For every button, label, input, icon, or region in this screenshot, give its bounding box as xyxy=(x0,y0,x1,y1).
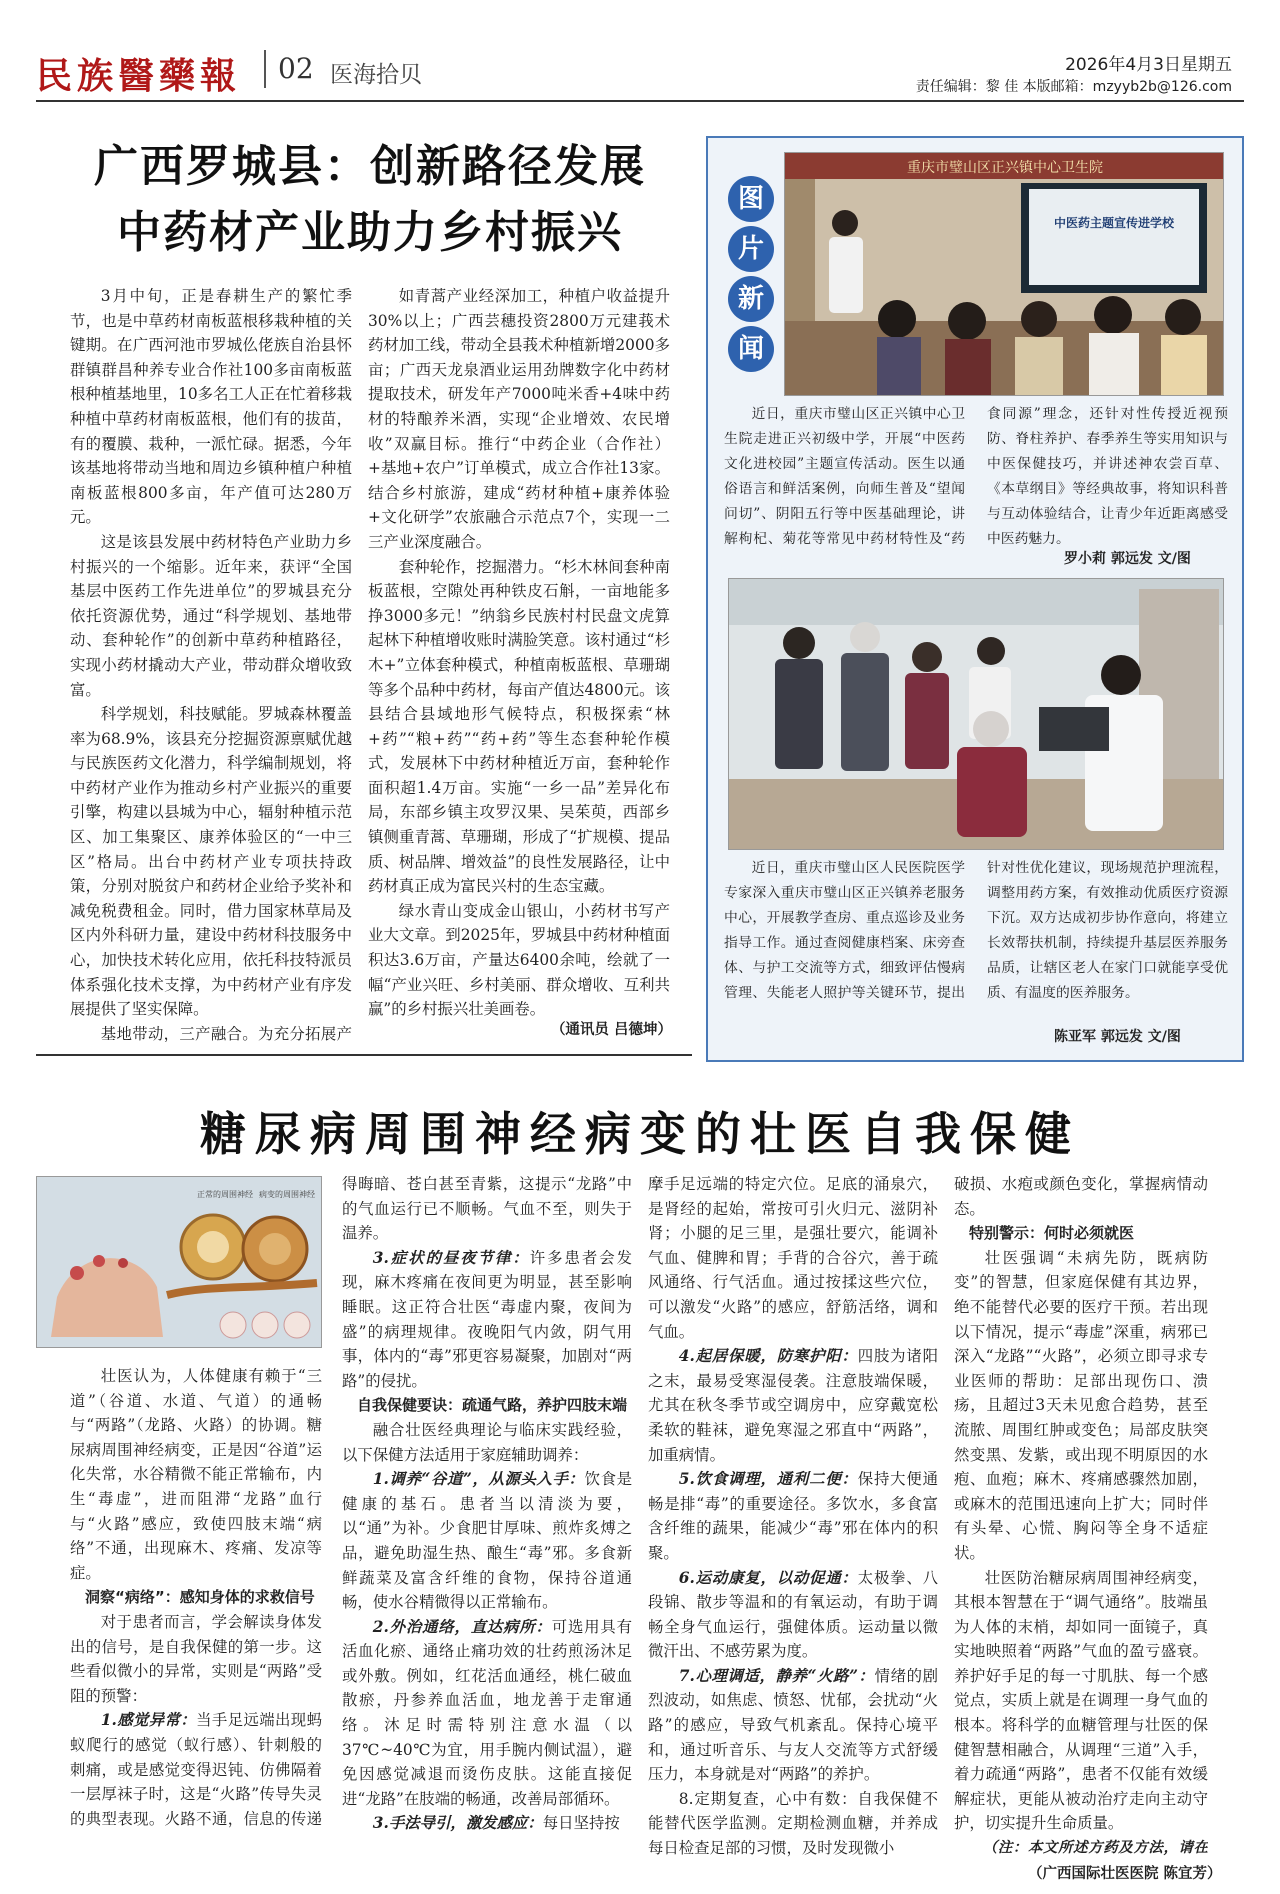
item-keyword: 3.症状的昼夜节律： xyxy=(372,1248,530,1267)
paragraph: 壮医强调“未病先防，既病防变”的智慧，但家庭保健有其边界，绝不能替代必要的医疗干预。若出现以下情况，提示“毒虚”深重，病邪已深入“龙路”“火路”，必须立即寻求专业医师的帮助：足部出现伤口、溃疡，且超过3天未见愈合趋势，甚至流脓、周围红肿或变色；局部皮肤突然变黑、发紫，或出现不明原因的水疱、血疱；麻木、疼痛感骤然加剧，或麻木的范围迅速向上扩大；同时伴有头晕、心慌、胸闷等全身不适症状。 xyxy=(954,1248,1208,1562)
item-text: 许多患者会发现，麻木疼痛在夜间更为明显，甚至影响睡眠。这正符合壮医“毒虚内聚，夜间为盛”的病理规律。夜晚阳气内敛，阴气用事，体内的“毒”邪更容易凝聚，加剧对“两路”的侵扰。 xyxy=(342,1248,632,1390)
picture-news-badge: 片 xyxy=(728,226,774,272)
subheading: 特别警示：何时必须就医 xyxy=(969,1224,1135,1243)
page-number: 02 xyxy=(278,52,314,85)
item-keyword: 1.调养“谷道”，从源头入手： xyxy=(372,1470,585,1489)
item-text: 每日坚持按 xyxy=(542,1814,620,1833)
neuropathy-illustration-art xyxy=(37,1177,322,1348)
item-text: 保持大便通畅是排“毒”的重要途径。多饮水，多食富含纤维的蔬果，能减少“毒”邪在体内的积聚。 xyxy=(648,1470,938,1562)
item-keyword: 7.心理调适，静养“火路”： xyxy=(678,1666,875,1685)
photo2-caption xyxy=(724,856,1228,1046)
paragraph: 融合壮医经典理论与临床实践经验，以下保健方法适用于家庭辅助调养： xyxy=(342,1420,632,1464)
photo-banner-text: 重庆市璧山区正兴镇中心卫生院 xyxy=(907,160,1103,176)
paragraph: 科学规划，科技赋能。罗城森林覆盖率为68.9%，该县充分挖掘资源禀赋优越与民族医药文化潜力，科学编制规划，将中药材产业作为推动乡村产业振兴的重要引擎，构建以县城为中心，辐射种植示范区、加工集聚区、康养体验区的“一中三区”格局。出台中药材产业专项扶持政策，分别对脱贫户和药材企业给予奖补和减免税费租金。同时，借力国家林草局及区内外科研力量，建设中药材科技服务中心，加快技术转化应用，依托科技特派员体系强化技术支撑，为中药材产业有序发展提供了坚实保障。 xyxy=(70,705,352,1019)
article1-title-line2: 中药材产业助力乡村振兴 xyxy=(117,207,623,258)
picture-news-badge: 闻 xyxy=(728,326,774,372)
item-keyword: 1.感觉异常： xyxy=(100,1711,197,1730)
article2-column1 xyxy=(70,1364,322,1834)
numbered-paragraph xyxy=(342,1467,632,1615)
article2-column4 xyxy=(954,1172,1208,1862)
paragraph: 绿水青山变成金山银山，小药材书写产业大文章。到2025年，罗城县中药材种植面积达3.6万亩，产量达6400余吨，绘就了一幅“产业兴旺、乡村美丽、群众增收、互利共赢”的乡村振兴壮美画卷。 xyxy=(368,901,670,1019)
editor-line: 责任编辑：黎 佳 本版邮箱：mzyyb2b@126.com xyxy=(915,79,1232,95)
eldercare-photo xyxy=(728,578,1224,850)
item-text: 当手足远端出现蚂蚁爬行的感觉（蚁行感）、针刺般的刺痛，或是感觉变得迟钝、仿佛隔着一层厚袜子时，这是“火路”传导失灵的典型表现。火路不通，信息的传递 xyxy=(70,1711,322,1828)
editor-note: （注：本文所述方药及方法，请在 xyxy=(982,1839,1208,1857)
item-text: 可选用具有活血化瘀、通络止痛功效的壮药煎汤沐足或外敷。例如，红花活血通经，桃仁破血散瘀，丹参养血活血，地龙善于走窜通络。沐足时需特别注意水温（以37℃~40℃为宜，用手腕内侧试温），避免因感觉减退而烫伤皮肤。这能直接促进“龙路”在肢端的畅通，改善局部循环。 xyxy=(342,1617,632,1808)
numbered-paragraph xyxy=(70,1708,322,1834)
item-keyword: 5.饮食调理，通利二便： xyxy=(678,1470,858,1489)
subheading: 洞察“病络”：感知身体的求救信号 xyxy=(85,1588,315,1607)
paragraph: 8.定期复查，心中有数：自我保健不能替代医学监测。定期检测血糖，并养成每日检查足部的习惯，及时发现微小 xyxy=(648,1789,938,1858)
picture-news-badge: 图 xyxy=(728,176,774,222)
numbered-paragraph xyxy=(342,1811,632,1836)
photo1-caption-text: 近日，重庆市璧山区正兴镇中心卫生院走进正兴初级中学，开展“中医药文化进校园”主题宣传活动。医生以通俗语言和鲜活案例，向师生普及“望闻问切”、阴阳五行等中医基础理论，讲解枸杞、菊花等常见中药材特性及“药食同源”理念，还针对性传授近视预防、脊柱养护、春季养生等实用知识与中医保健技巧，并讲述神农尝百草、《本草纲目》等经典故事，将知识科普与互动体验结合，让青少年近距离感受中医药魅力。 xyxy=(724,406,1228,547)
picture-news-badge: 新 xyxy=(728,276,774,322)
neuropathy-illustration xyxy=(36,1176,322,1348)
article1-byline: （通讯员 吕德坤） xyxy=(550,1022,672,1038)
article1-column1 xyxy=(70,284,352,1042)
photo2-caption-text: 近日，重庆市璧山区人民医院医学专家深入重庆市璧山区正兴镇养老服务中心，开展教学查房、重点巡诊及业务指导工作。通过查阅健康档案、床旁查体、与护工交流等方式，细致评估慢病管理、失能老人照护等关键环节，提出针对性优化建议，现场规范护理流程，调整用药方案，有效推动优质医疗资源下沉。双方达成初步协作意向，将建立长效帮扶机制，持续提升基层医养服务品质，让辖区老人在家门口就能享受优质、有温度的医养服务。 xyxy=(724,860,1228,1001)
article2-byline: （广西国际壮医医院 陈宜芳） xyxy=(1028,1866,1222,1882)
paragraph: 基地带动，三产融合。为充分拓展产 xyxy=(100,1024,352,1042)
article1-title-line1: 广西罗城县：创新路径发展 xyxy=(94,141,646,192)
numbered-paragraph xyxy=(648,1566,938,1664)
article2-column3 xyxy=(648,1172,938,1862)
numbered-paragraph xyxy=(648,1467,938,1565)
item-keyword: 4.起居保暖，防寒护阳： xyxy=(678,1347,858,1366)
paragraph: 壮医防治糖尿病周围神经病变，其根本智慧在于“调气通络”。肢端虽为人体的末梢，却如同一面镜子，真实地映照着“两路”气血的盈亏盛衰。养护好手足的每一寸肌肤、每一个感觉点，实质上就是在调理一身气血的根本。将科学的血糖管理与壮医的保健智慧相融合，从调理“三道”入手，着力疏通“两路”，患者不仅能有效缓解症状，更能从被动治疗走向主动守护，切实提升生命质量。 xyxy=(954,1568,1208,1833)
continued-paragraph: 摩手足远端的特定穴位。足底的涌泉穴，是肾经的起始，常按可引火归元、滋阴补肾；小腿的足三里，是强壮要穴，能调补气血、健脾和胃；手背的合谷穴，善于疏风通络、行气活血。通过按揉这些穴位，可以激发“火路”的感应，舒筋活络，调和气血。 xyxy=(648,1175,938,1341)
subheading: 自我保健要诀：疏通气路，养护四肢末端 xyxy=(357,1396,628,1415)
article1-column2 xyxy=(368,284,670,1022)
numbered-paragraph xyxy=(648,1664,938,1787)
issue-date: 2026年4月3日星期五 xyxy=(1065,55,1232,75)
illustration-label-normal: 正常的周围神经 xyxy=(197,1190,253,1199)
numbered-paragraph xyxy=(648,1344,938,1467)
classroom-photo xyxy=(784,152,1224,396)
article1-title xyxy=(50,134,690,266)
paragraph: 这是该县发展中药材特色产业助力乡村振兴的一个缩影。近年来，获评“全国基层中医药工作先进单位”的罗城县充分依托资源优势，通过“科学规划、基地带动、套种轮作”的创新中草药种植路径，实现小药材撬动大产业，带动群众增收致富。 xyxy=(70,532,352,699)
item-keyword: 6.运动康复，以动促通： xyxy=(678,1568,858,1587)
section-name: 医海拾贝 xyxy=(330,62,422,88)
eldercare-photo-art xyxy=(729,579,1224,850)
photo-screen-text: 中医药主题宣传进学校 xyxy=(1053,216,1175,230)
paragraph: 壮医认为，人体健康有赖于“三道”（谷道、水道、气道）的通畅与“两路”（龙路、火路）的协调。糖尿病周围神经病变，正是因“谷道”运化失常，水谷精微不能正常输布，内生“毒虚”，进而阻滞“龙路”血行与“火路”感应，致使四肢末端“病络”不通，出现麻木、疼痛、发凉等症。 xyxy=(70,1367,322,1582)
header-rule xyxy=(36,100,1244,102)
continued-paragraph: 破损、水疱或颜色变化，掌握病情动态。 xyxy=(954,1175,1208,1218)
photo1-byline: 罗小莉 郭远发 文/图 xyxy=(1064,551,1191,567)
masthead-logo: 民族醫藥報 xyxy=(36,55,242,97)
item-keyword: 2.外治通络，直达病所： xyxy=(372,1617,552,1636)
article1-bottom-rule xyxy=(36,1054,692,1056)
article2-title: 糖尿病周围神经病变的壮医自我保健 xyxy=(200,1107,1080,1161)
item-text: 太极拳、八段锦、散步等温和的有氧运动，有助于调畅全身气血运行，强健体质。运动量以微微汗出、不感劳累为度。 xyxy=(648,1568,938,1661)
header-divider xyxy=(264,50,266,88)
numbered-paragraph xyxy=(342,1615,632,1812)
continued-paragraph: 得晦暗、苍白甚至青紫，这提示“龙路”中的气血运行已不顺畅。气血不至，则失于温养。 xyxy=(342,1175,632,1243)
item-text: 饮食是健康的基石。患者当以清淡为要，以“通”为补。少食肥甘厚味、煎炸炙煿之品，避免助湿生热、酿生“毒”邪。多食新鲜蔬菜及富含纤维的食物，保持谷道通畅，使水谷精微得以正常输布。 xyxy=(342,1470,632,1612)
paragraph: 如青蒿产业经深加工，种植户收益提升30%以上；广西芸穗投资2800万元建莪术药材加工线，带动全县莪术种植新增2000多亩；广西天龙泉酒业运用劲牌数字化中药材提取技术，研发年产7000吨米香+4味中药材的特酿养米酒，实现“企业增效、农民增收”双赢目标。推行“中药企业（合作社）+基地+农户”订单模式，成立合作社13家。结合乡村旅游，建成“药材种植+康养体验+文化研学”农旅融合示范点7个，实现一二三产业深度融合。 xyxy=(368,287,670,551)
illustration-label-diseased: 病变的周围神经 xyxy=(259,1190,315,1199)
paragraph: 套种轮作，挖掘潜力。“杉木林间套种南板蓝根，空隙处再种铁皮石斛，一亩地能多挣3000多元！”纳翁乡民族村村民盘文虎算起林下种植增收账时满脸笑意。该村通过“杉木+”立体套种模式，种植南板蓝根、草珊瑚等多个品种中药材，每亩产值达4800元。该县结合县域地形气候特点，积极探索“林+药”“粮+药”“药+药”等生态套种轮作模式，发展林下中药材种植近万亩，套种轮作面积超1.4万亩。实施“一乡一品”差异化布局，东部乡镇主攻罗汉果、吴茱萸，西部乡镇侧重青蒿、草珊瑚，形成了“扩规模、提品质、树品牌、增效益”的良性发展路径，让中药材真正成为富民兴村的生态宝藏。 xyxy=(368,557,670,896)
numbered-paragraph xyxy=(342,1246,632,1394)
photo2-byline: 陈亚军 郭远发 文/图 xyxy=(1054,1029,1181,1045)
classroom-photo-art xyxy=(785,153,1224,396)
item-text: 四肢为诸阳之末，最易受寒湿侵袭。注意肢端保暖，尤其在秋冬季节或空调房中，应穿戴宽松柔软的鞋袜，避免寒湿之邪直中“两路”，加重病情。 xyxy=(648,1347,938,1464)
paragraph: 3月中旬，正是春耕生产的繁忙季节，也是中草药材南板蓝根移栽种植的关键期。在广西河池市罗城仫佬族自治县怀群镇群昌种养专业合作社100多亩南板蓝根种植基地里，10多名工人正在忙着移栽种植中草药材南板蓝根，他们有的拔苗，有的覆膜、栽种，一派忙碌。据悉，今年该基地将带动当地和周边乡镇种植户种植南板蓝根800多亩，年产值可达280万元。 xyxy=(70,287,352,527)
item-text: 情绪的剧烈波动，如焦虑、愤怒、忧郁，会扰动“火路”的感应，导致气机紊乱。保持心境平和，通过听音乐、与友人交流等方式舒缓压力，本身就是对“两路”的养护。 xyxy=(648,1666,938,1784)
item-keyword: 3.手法导引，激发感应： xyxy=(372,1814,543,1833)
article2-column2 xyxy=(342,1172,632,1862)
paragraph: 对于患者而言，学会解读身体发出的信号，是自我保健的第一步。这些看似微小的异常，实则是“两路”受阻的预警： xyxy=(70,1612,322,1705)
